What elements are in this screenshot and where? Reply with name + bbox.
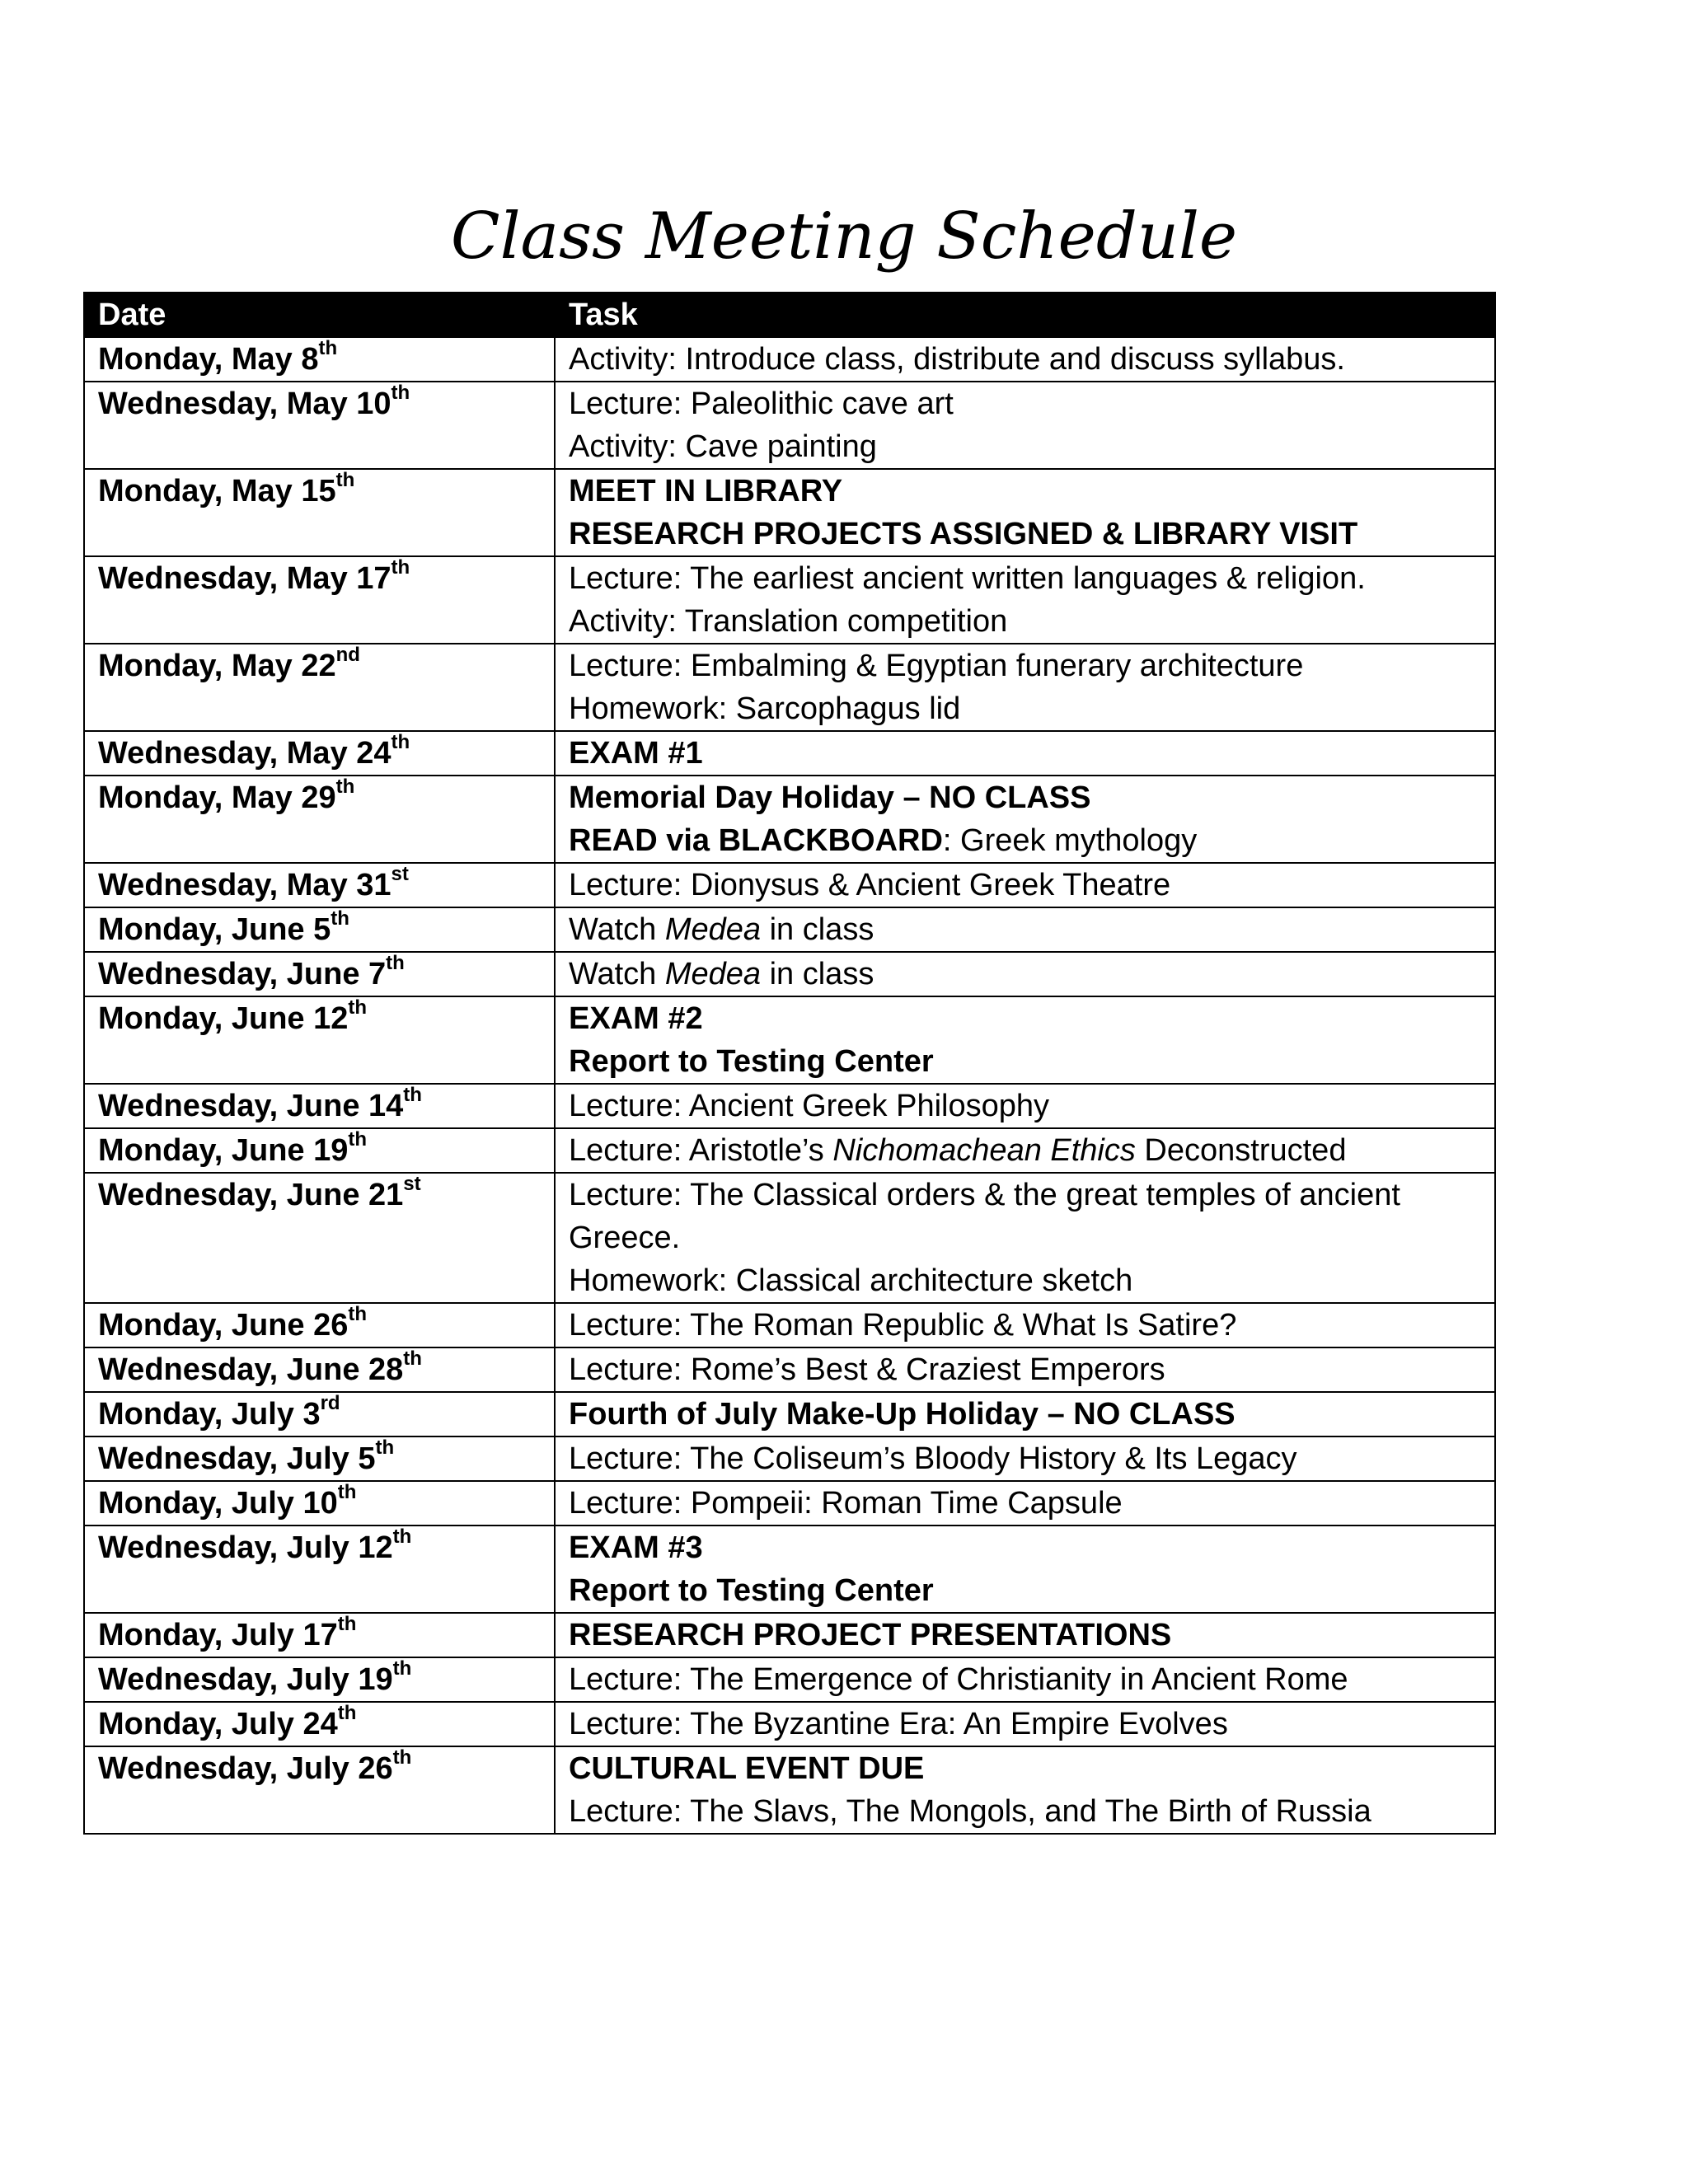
ordinal-suffix: th bbox=[348, 1128, 368, 1151]
task-column-header: Task bbox=[555, 293, 1495, 337]
date-cell bbox=[84, 996, 555, 1084]
ordinal-suffix: th bbox=[386, 952, 405, 974]
date-text: Wednesday, July 5 bbox=[98, 1441, 376, 1476]
date-cell bbox=[84, 731, 555, 776]
date-text: Monday, May 29 bbox=[98, 780, 336, 815]
task-cell bbox=[555, 1702, 1495, 1746]
task-line bbox=[569, 338, 1481, 381]
task-line bbox=[569, 1790, 1481, 1833]
table-row bbox=[84, 1613, 1495, 1657]
task-line bbox=[569, 1747, 1481, 1790]
date-text: Wednesday, June 14 bbox=[98, 1089, 404, 1123]
date-text: Monday, July 10 bbox=[98, 1486, 338, 1521]
date-cell bbox=[84, 1392, 555, 1436]
task-text: Watch bbox=[569, 912, 665, 947]
table-row bbox=[84, 556, 1495, 644]
ordinal-suffix: nd bbox=[335, 644, 360, 666]
task-cell bbox=[555, 952, 1495, 996]
task-cell bbox=[555, 1084, 1495, 1128]
task-line bbox=[569, 1129, 1481, 1172]
task-text: Lecture: Dionysus & Ancient Greek Theatre bbox=[569, 868, 1171, 902]
task-cell bbox=[555, 1526, 1495, 1613]
table-row bbox=[84, 1436, 1495, 1481]
date-cell bbox=[84, 1173, 555, 1303]
task-cell bbox=[555, 731, 1495, 776]
task-cell bbox=[555, 776, 1495, 863]
task-text: Lecture: The Roman Republic & What Is Satire? bbox=[569, 1308, 1237, 1343]
task-cell bbox=[555, 1436, 1495, 1481]
date-text: Monday, July 17 bbox=[98, 1618, 338, 1652]
date-text: Wednesday, June 28 bbox=[98, 1352, 404, 1387]
task-cell bbox=[555, 1746, 1495, 1834]
table-row bbox=[84, 1303, 1495, 1347]
task-cell bbox=[555, 556, 1495, 644]
task-cell bbox=[555, 469, 1495, 556]
table-row bbox=[84, 469, 1495, 556]
ordinal-suffix: th bbox=[391, 731, 410, 753]
task-text: Lecture: The Byzantine Era: An Empire Evolves bbox=[569, 1707, 1228, 1741]
task-text: Lecture: Paleolithic cave art bbox=[569, 387, 954, 421]
table-row bbox=[84, 1526, 1495, 1613]
ordinal-suffix: th bbox=[348, 1303, 368, 1325]
task-line bbox=[569, 819, 1481, 862]
task-text-bold: RESEARCH PROJECT PRESENTATIONS bbox=[569, 1618, 1172, 1652]
ordinal-suffix: th bbox=[337, 1702, 357, 1724]
date-cell bbox=[84, 1303, 555, 1347]
date-text: Wednesday, June 21 bbox=[98, 1178, 404, 1212]
table-row bbox=[84, 382, 1495, 469]
task-line bbox=[569, 1174, 1481, 1259]
table-row bbox=[84, 996, 1495, 1084]
date-cell bbox=[84, 337, 555, 382]
task-text: Lecture: The Classical orders & the great temples of ancient Greece. bbox=[569, 1178, 1400, 1255]
task-title-italic: Medea bbox=[664, 957, 762, 991]
table-row bbox=[84, 1392, 1495, 1436]
date-text: Wednesday, July 26 bbox=[98, 1751, 393, 1786]
date-text: Monday, May 22 bbox=[98, 649, 336, 683]
ordinal-suffix: st bbox=[403, 1173, 421, 1195]
task-cell bbox=[555, 337, 1495, 382]
date-text: Monday, June 19 bbox=[98, 1133, 349, 1168]
date-cell bbox=[84, 776, 555, 863]
date-cell bbox=[84, 907, 555, 952]
ordinal-suffix: th bbox=[331, 907, 349, 930]
date-text: Wednesday, June 7 bbox=[98, 957, 387, 991]
task-line bbox=[569, 470, 1481, 513]
table-row bbox=[84, 644, 1495, 731]
task-text: Homework: Classical architecture sketch bbox=[569, 1263, 1133, 1298]
date-text: Wednesday, May 24 bbox=[98, 736, 392, 771]
ordinal-suffix: th bbox=[337, 1481, 357, 1503]
task-text: : Greek mythology bbox=[942, 823, 1198, 858]
table-row bbox=[84, 731, 1495, 776]
task-title-italic: Nichomachean Ethics bbox=[832, 1133, 1136, 1168]
ordinal-suffix: rd bbox=[320, 1392, 340, 1414]
task-text: Lecture: The Emergence of Christianity in Ancient Rome bbox=[569, 1662, 1348, 1697]
table-row bbox=[84, 776, 1495, 863]
date-cell bbox=[84, 382, 555, 469]
date-text: Wednesday, May 17 bbox=[98, 561, 392, 596]
date-cell bbox=[84, 1746, 555, 1834]
ordinal-suffix: th bbox=[337, 1613, 357, 1635]
task-line bbox=[569, 1348, 1481, 1391]
date-text: Monday, July 3 bbox=[98, 1397, 321, 1432]
task-cell bbox=[555, 907, 1495, 952]
task-line bbox=[569, 1393, 1481, 1436]
task-text: Lecture: Aristotle’s bbox=[569, 1133, 833, 1168]
date-cell bbox=[84, 1702, 555, 1746]
task-text: Lecture: The Coliseum’s Bloody History & Its Legacy bbox=[569, 1441, 1297, 1476]
date-cell bbox=[84, 1526, 555, 1613]
date-column-header: Date bbox=[84, 293, 555, 337]
date-text: Wednesday, May 10 bbox=[98, 387, 392, 421]
task-text-bold: Report to Testing Center bbox=[569, 1573, 934, 1608]
task-line bbox=[569, 1526, 1481, 1569]
task-text-bold: RESEARCH PROJECTS ASSIGNED & LIBRARY VISIT bbox=[569, 517, 1358, 551]
task-line bbox=[569, 557, 1481, 600]
task-text-bold: EXAM #1 bbox=[569, 736, 703, 771]
ordinal-suffix: th bbox=[318, 337, 338, 359]
task-text-bold: Fourth of July Make-Up Holiday – NO CLASS bbox=[569, 1397, 1236, 1432]
task-line bbox=[569, 1703, 1481, 1746]
task-text: Lecture: Rome’s Best & Craziest Emperors bbox=[569, 1352, 1165, 1387]
task-line bbox=[569, 687, 1481, 730]
task-cell bbox=[555, 382, 1495, 469]
date-text: Wednesday, May 31 bbox=[98, 868, 392, 902]
task-text: Activity: Cave painting bbox=[569, 429, 877, 464]
date-text: Monday, June 12 bbox=[98, 1001, 349, 1036]
header-row bbox=[84, 293, 1495, 337]
task-line bbox=[569, 1614, 1481, 1657]
task-line bbox=[569, 513, 1481, 555]
task-text: Lecture: Ancient Greek Philosophy bbox=[569, 1089, 1050, 1123]
date-cell bbox=[84, 1084, 555, 1128]
task-line bbox=[569, 953, 1481, 996]
task-text-bold: READ via BLACKBOARD bbox=[569, 823, 943, 858]
ordinal-suffix: th bbox=[403, 1347, 422, 1370]
task-cell bbox=[555, 1128, 1495, 1173]
ordinal-suffix: th bbox=[392, 1657, 412, 1680]
task-text: Lecture: The Slavs, The Mongols, and The Birth of Russia bbox=[569, 1794, 1372, 1829]
task-cell bbox=[555, 1613, 1495, 1657]
task-line bbox=[569, 1085, 1481, 1127]
task-line bbox=[569, 776, 1481, 819]
table-row bbox=[84, 1702, 1495, 1746]
date-cell bbox=[84, 863, 555, 907]
date-cell bbox=[84, 1613, 555, 1657]
task-line bbox=[569, 1304, 1481, 1347]
task-line bbox=[569, 732, 1481, 775]
task-text: Activity: Introduce class, distribute and discuss syllabus. bbox=[569, 342, 1345, 377]
date-text: Monday, June 26 bbox=[98, 1308, 349, 1343]
date-text: Monday, July 24 bbox=[98, 1707, 338, 1741]
task-cell bbox=[555, 1173, 1495, 1303]
ordinal-suffix: th bbox=[392, 1526, 412, 1548]
ordinal-suffix: st bbox=[391, 863, 409, 885]
task-text: in class bbox=[761, 957, 874, 991]
task-cell bbox=[555, 1657, 1495, 1702]
task-text: Activity: Translation competition bbox=[569, 604, 1008, 639]
task-text-bold: EXAM #3 bbox=[569, 1530, 703, 1565]
ordinal-suffix: th bbox=[391, 556, 410, 579]
schedule-table bbox=[83, 292, 1496, 1835]
task-line bbox=[569, 382, 1481, 425]
task-cell bbox=[555, 996, 1495, 1084]
task-text-bold: CULTURAL EVENT DUE bbox=[569, 1751, 925, 1786]
date-text: Monday, June 5 bbox=[98, 912, 331, 947]
ordinal-suffix: th bbox=[348, 996, 368, 1019]
task-line bbox=[569, 1040, 1481, 1083]
task-text-bold: Report to Testing Center bbox=[569, 1044, 934, 1079]
task-cell bbox=[555, 1481, 1495, 1526]
task-title-italic: Medea bbox=[664, 912, 762, 947]
table-row bbox=[84, 1746, 1495, 1834]
ordinal-suffix: th bbox=[403, 1084, 422, 1106]
date-cell bbox=[84, 1347, 555, 1392]
task-text-bold: Memorial Day Holiday – NO CLASS bbox=[569, 780, 1091, 815]
table-row bbox=[84, 1657, 1495, 1702]
table-row bbox=[84, 1128, 1495, 1173]
table-row bbox=[84, 863, 1495, 907]
task-line bbox=[569, 1259, 1481, 1302]
date-cell bbox=[84, 1481, 555, 1526]
date-text: Monday, May 15 bbox=[98, 474, 336, 509]
task-text: Lecture: Pompeii: Roman Time Capsule bbox=[569, 1486, 1123, 1521]
task-line bbox=[569, 1437, 1481, 1480]
task-line bbox=[569, 864, 1481, 907]
task-line bbox=[569, 1482, 1481, 1525]
date-cell bbox=[84, 1657, 555, 1702]
task-line bbox=[569, 600, 1481, 643]
task-line bbox=[569, 997, 1481, 1040]
date-cell bbox=[84, 952, 555, 996]
task-text: Lecture: Embalming & Egyptian funerary architecture bbox=[569, 649, 1304, 683]
date-text: Monday, May 8 bbox=[98, 342, 319, 377]
task-line bbox=[569, 425, 1481, 468]
schedule-body bbox=[84, 337, 1495, 1834]
task-text: in class bbox=[761, 912, 874, 947]
task-line bbox=[569, 1658, 1481, 1701]
date-cell bbox=[84, 1436, 555, 1481]
date-text: Wednesday, July 12 bbox=[98, 1530, 393, 1565]
task-line bbox=[569, 1569, 1481, 1612]
task-text: Homework: Sarcophagus lid bbox=[569, 691, 961, 726]
table-row bbox=[84, 952, 1495, 996]
date-cell bbox=[84, 469, 555, 556]
date-cell bbox=[84, 1128, 555, 1173]
table-row bbox=[84, 1481, 1495, 1526]
table-row bbox=[84, 1173, 1495, 1303]
ordinal-suffix: th bbox=[335, 776, 355, 798]
task-cell bbox=[555, 1347, 1495, 1392]
task-cell bbox=[555, 644, 1495, 731]
ordinal-suffix: th bbox=[375, 1436, 395, 1459]
date-cell bbox=[84, 556, 555, 644]
page-title: Class Meeting Schedule bbox=[450, 199, 1238, 274]
table-row bbox=[84, 1084, 1495, 1128]
task-text: Lecture: The earliest ancient written languages & religion. bbox=[569, 561, 1366, 596]
task-cell bbox=[555, 1303, 1495, 1347]
task-line bbox=[569, 644, 1481, 687]
ordinal-suffix: th bbox=[392, 1746, 412, 1769]
task-line bbox=[569, 908, 1481, 951]
task-cell bbox=[555, 863, 1495, 907]
ordinal-suffix: th bbox=[335, 469, 355, 491]
table-row bbox=[84, 1347, 1495, 1392]
task-text-bold: MEET IN LIBRARY bbox=[569, 474, 843, 509]
task-text-bold: EXAM #2 bbox=[569, 1001, 703, 1036]
task-cell bbox=[555, 1392, 1495, 1436]
table-row bbox=[84, 337, 1495, 382]
date-cell bbox=[84, 644, 555, 731]
ordinal-suffix: th bbox=[391, 382, 410, 404]
task-text: Deconstructed bbox=[1135, 1133, 1347, 1168]
date-text: Wednesday, July 19 bbox=[98, 1662, 393, 1697]
task-text: Watch bbox=[569, 957, 665, 991]
table-row bbox=[84, 907, 1495, 952]
